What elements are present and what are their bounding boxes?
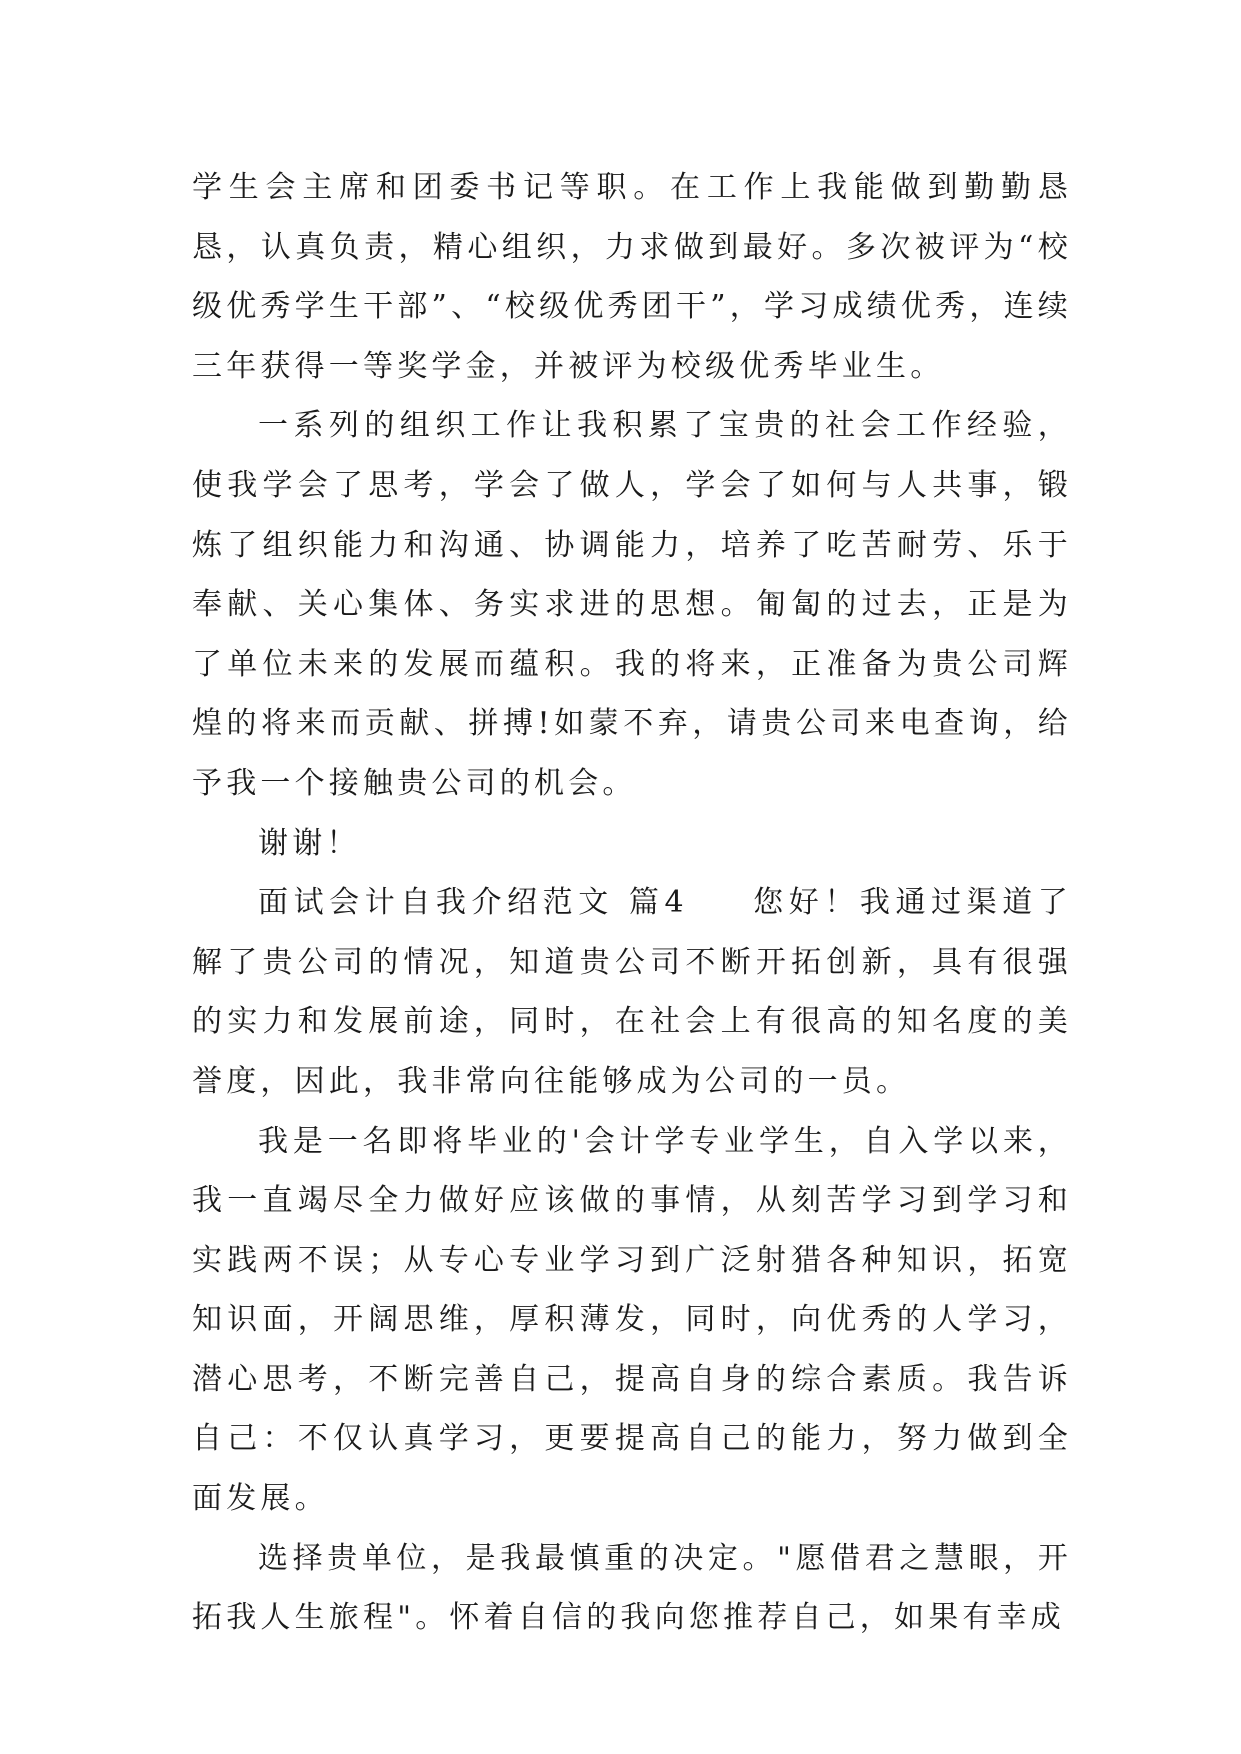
paragraph-1: 学生会主席和团委书记等职。在工作上我能做到勤勤恳恳，认真负责，精心组织，力求做到最好。多次被评为“校级优秀学生干部”、“校级优秀团干”，学习成绩优秀，连续三年获得一等奖学金，并被评为校级优秀毕业生。 xyxy=(192,170,1072,384)
paragraph-3: 谢谢！ xyxy=(258,825,361,861)
section-heading: 面试会计自我介绍范文 篇4 xyxy=(258,885,688,921)
paragraph-2: 一系列的组织工作让我积累了宝贵的社会工作经验，使我学会了思考，学会了做人，学会了如何与人共事，锻炼了组织能力和沟通、协调能力，培养了吃苦耐劳、乐于奉献、关心集体、务实求进的思想。匍匐的过去，正是为了单位未来的发展而蕴积。我的将来，正准备为贵公司辉煌的将来而贡献、拼搏!如蒙不弃，请贵公司来电查询，给予我一个接触贵公司的机会。 xyxy=(192,408,1072,801)
paragraph-5: 我是一名即将毕业的'会计学专业学生，自入学以来，我一直竭尽全力做好应该做的事情，从刻苦学习到学习和实践两不误；从专心专业学习到广泛射猎各种知识，拓宽知识面，开阔思维，厚积薄发，同时，向优秀的人学习，潜心思考，不断完善自己，提高自身的综合素质。我告诉自己：不仅认真学习，更要提高自己的能力，努力做到全面发展。 xyxy=(192,1123,1072,1517)
document-body xyxy=(192,158,1072,1648)
paragraph-4 xyxy=(192,873,1072,1111)
paragraph-4-text: 您好！我通过渠道了解了贵公司的情况，知道贵公司不断开拓创新，具有很强的实力和发展前途，同时，在社会上有很高的知名度的美誉度，因此，我非常向往能够成为公司的一员。 xyxy=(192,885,1072,1099)
paragraph-6: 选择贵单位，是我最慎重的决定。"愿借君之慧眼，开拓我人生旅程"。怀着自信的我向您推荐自己，如果有幸成 xyxy=(192,1540,1072,1636)
